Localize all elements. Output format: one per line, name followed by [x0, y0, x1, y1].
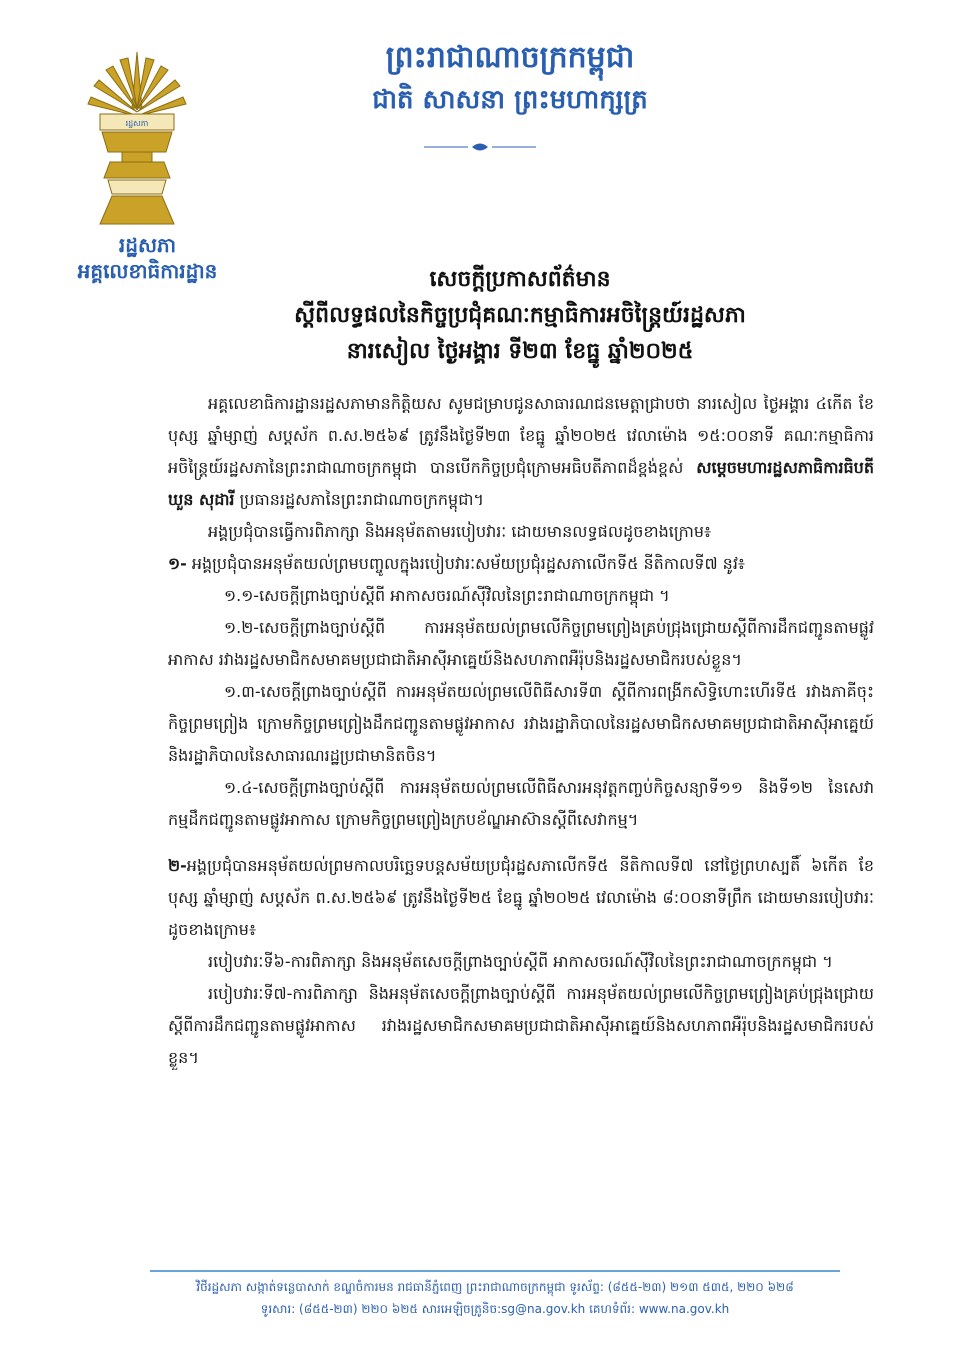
- item-2: [168, 850, 874, 946]
- item-1: [168, 548, 874, 580]
- item-1-4: ១.៤-សេចក្តីព្រាងច្បាប់ស្តីពី ការអនុម័តយល់ព្រមលើពិធីសារអនុវត្តកញ្ចប់កិច្ចសន្យាទី១១ និងទី១២ នៃសេវាកម្មដឹកជញ្ជូនតាមផ្លូវអាកាស ក្រោមកិច្ចព្រមព្រៀងក្របខ័ណ្ឌអាស៊ានស្តីពីសេវាកម្ម។: [168, 778, 874, 829]
- item-1-3: ១.៣-សេចក្តីព្រាងច្បាប់ស្តីពី ការអនុម័តយល់ព្រមលើពិធីសារទី៣ ស្តីពីការពង្រីកសិទ្ធិហោះហើរទី៥ រវាងភាគីចុះកិច្ចព្រមព្រៀង ក្រោមកិច្ចព្រមព្រៀងដឹកជញ្ជូនតាមផ្លូវអាកាស រវាងរដ្ឋាភិបាលនៃរដ្ឋសមាជិកសមាគមប្រជាជាតិអាស៊ីអាគ្នេយ៍និងរដ្ឋាភិបាលនៃសាធារណរដ្ឋប្រជាមានិតចិន។: [168, 682, 874, 765]
- spacer: [168, 836, 874, 850]
- agenda-item-7: របៀបវារៈទី៧-ការពិភាក្សា និងអនុម័តសេចក្តីព្រាងច្បាប់ស្តីពី ការអនុម័តយល់ព្រមលើកិច្ចព្រមព្រៀងគ្រប់ជ្រុងជ្រោយស្តីពីការដឹកជញ្ជូនតាមផ្លូវអាកាស រវាងរដ្ឋសមាជិកសមាគមប្រជាជាតិអាស៊ីអាគ្នេយ៍និងសហភាពអឺរ៉ុបនិងរដ្ឋសមាជិករបស់ខ្លួន។: [168, 984, 874, 1067]
- national-motto: ជាតិ សាសនា ព្រះមហាក្សត្រ: [372, 85, 648, 115]
- footer-address: វិថីរដ្ឋសភា សង្កាត់ទន្លេបាសាក់ ខណ្ឌចំការមន រាជធានីភ្នំពេញ ព្រះរាជាណាចក្រកម្ពុជា ទូរស័ព្ទ: (៨៥៥-២៣) ២១៣ ៥៣៥, ២២០ ៦២៨: [196, 1280, 794, 1294]
- footer-contact: ទូរសារ: (៨៥៥-២៣) ២២០ ៦២៥ សារអេឡិចត្រូនិច:sg@na.gov.kh គេហទំព័រ: www.na.gov.kh: [260, 1302, 730, 1316]
- national-assembly-emblem-icon: [82, 48, 192, 228]
- item-1-2: ១.២-សេចក្តីព្រាងច្បាប់ស្តីពី ការអនុម័តយល់ព្រមលើកិច្ចព្រមព្រៀងគ្រប់ជ្រុងជ្រោយស្តីពីការដឹកជញ្ជូនតាមផ្លូវអាកាស រវាងរដ្ឋសមាជិកសមាគមប្រជាជាតិអាស៊ីអាគ្នេយ៍និងសហភាពអឺរ៉ុបនិងរដ្ឋសមាជិករបស់ខ្លួន។: [168, 618, 874, 669]
- intro-paragraph: [168, 388, 874, 516]
- footer-divider: [150, 1270, 840, 1272]
- agenda-item-6: របៀបវារៈទី៦-ការពិភាក្សា និងអនុម័តសេចក្តីព្រាងច្បាប់ស្តីពី អាកាសចរណ៍ស៊ីវិលនៃព្រះរាជាណាចក្រកម្ពុជា ។: [208, 952, 833, 971]
- document-title: សេចក្ដីប្រកាសព័ត៌មាន: [429, 267, 611, 292]
- document-titles: [160, 262, 880, 370]
- org-line-1: រដ្ឋសភា: [118, 233, 177, 257]
- kingdom-title: ព្រះរាជាណាចក្រកម្ពុជា: [385, 40, 635, 75]
- ornament-divider-icon: [420, 140, 540, 154]
- item-1-number: ១-: [168, 554, 187, 573]
- president-name: សម្ដេចមហារដ្ឋសភាធិការធិបតី ឃួន សុដារី: [168, 458, 874, 509]
- svg-text:រដ្ឋសភា: រដ្ឋសភា: [125, 119, 149, 128]
- org-line-2: អគ្គលេខាធិការដ្ឋាន: [77, 259, 218, 283]
- item-2-text: អង្គប្រជុំបានអនុម័តយល់ព្រមកាលបរិច្ឆេទបន្តសម័យប្រជុំរដ្ឋសភាលើកទី៥ នីតិកាលទី៧ នៅថ្ងៃព្រហស្បតិ៍ ៦កើត ខែបុស្ស ឆ្នាំម្សាញ់ សប្តស័ក ព.ស.២៥៦៩ ត្រូវនឹងថ្ងៃទី២៥ ខែធ្នូ ឆ្នាំ២០២៥ វេលាម៉ោង ៨:០០នាទីព្រឹក ដោយមានរបៀបវារៈដូចខាងក្រោម៖: [168, 856, 875, 939]
- kingdom-header: [300, 36, 720, 120]
- document-body: [168, 388, 874, 1074]
- document-date: នារសៀល ថ្ងៃអង្គារ ទី២៣ ខែធ្នូ ឆ្នាំ២០២៥: [346, 339, 694, 364]
- intro-end-text: ប្រធានរដ្ឋសភានៃព្រះរាជាណាចក្រកម្ពុជា។: [234, 490, 484, 509]
- discussion-paragraph: អង្គប្រជុំបានធ្វើការពិភាក្សា និងអនុម័តតាមរបៀបវារៈ ដោយមានលទ្ធផលដូចខាងក្រោម៖: [208, 522, 712, 541]
- item-1-1: ១.១-សេចក្តីព្រាងច្បាប់ស្តីពី អាកាសចរណ៍ស៊ីវិលនៃព្រះរាជាណាចក្រកម្ពុជា ។: [224, 586, 670, 605]
- intro-text: អគ្គលេខាធិការដ្ឋានរដ្ឋសភាមានកិត្តិយស សូមជម្រាបជូនសាធារណជនមេត្តាជ្រាបថា នារសៀល ថ្ងៃអង្គារ ៤កើត ខែបុស្ស ឆ្នាំម្សាញ់ សប្តស័ក ព.ស.២៥៦៩ ត្រូវនឹងថ្ងៃទី២៣ ខែធ្នូ ឆ្នាំ២០២៥ វេលាម៉ោង ១៥:០០នាទី គណៈកម្មាធិការអចិន្ត្រៃយ៍រដ្ឋសភានៃព្រះរាជាណាចក្រកម្ពុជា បានបើកកិច្ចប្រជុំក្រោមអធិបតីភាពដ៏ខ្ពង់ខ្ពស់: [168, 394, 874, 477]
- item-2-number: ២-: [168, 856, 187, 875]
- footer: [150, 1276, 840, 1320]
- item-1-text: អង្គប្រជុំបានអនុម័តយល់ព្រមបញ្ចូលក្នុងរបៀបវារៈសម័យប្រជុំរដ្ឋសភាលើកទី៥ នីតិកាលទី៧ នូវ៖: [186, 554, 745, 573]
- document-subtitle: ស្ដីពីលទ្ធផលនៃកិច្ចប្រជុំគណៈកម្មាធិការអចិន្ត្រៃយ៍រដ្ឋសភា: [294, 303, 746, 328]
